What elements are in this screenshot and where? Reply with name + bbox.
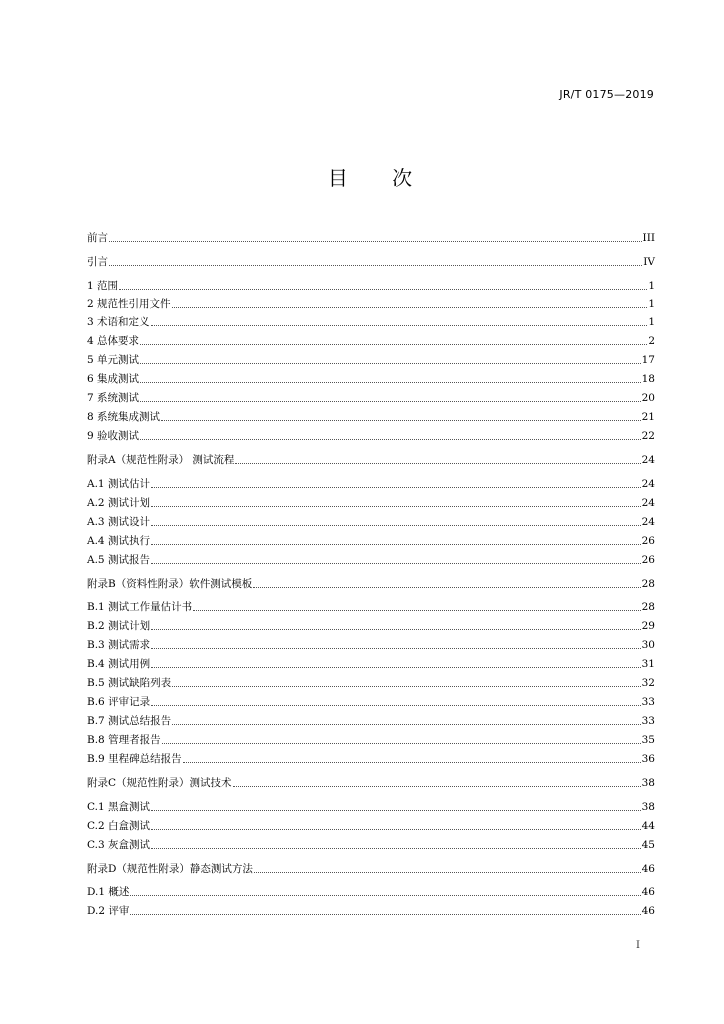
toc-entry-label: 1 范围 (87, 280, 119, 292)
toc-entry-label: 2 规范性引用文件 (87, 298, 171, 310)
toc-entry-page: IV (643, 256, 655, 268)
toc-entry-page: 31 (641, 658, 655, 670)
toc-leader-dots (254, 872, 641, 873)
toc-leader-dots (140, 344, 647, 345)
toc-entry-page: 24 (641, 454, 655, 466)
toc-entry-label: 7 系统测试 (87, 392, 140, 404)
toc-entry-page: 21 (641, 411, 655, 423)
toc-leader-dots (151, 506, 641, 507)
toc-entry-label: 3 术语和定义 (87, 316, 150, 328)
toc-entry-label: A.2 测试计划 (87, 497, 150, 509)
toc-leader-dots (172, 307, 648, 308)
toc-leader-dots (233, 786, 641, 787)
toc-entry-label: B.7 测试总结报告 (87, 715, 172, 727)
toc-entry[interactable] (87, 838, 655, 852)
toc-entry-page: 44 (641, 820, 655, 832)
toc-leader-dots (172, 724, 641, 725)
toc-entry[interactable] (87, 410, 655, 424)
toc-entry[interactable] (87, 752, 655, 766)
toc-entry[interactable] (87, 862, 655, 876)
toc-entry-label: C.3 灰盒测试 (87, 839, 151, 851)
toc-entry-label: B.1 测试工作量估计书 (87, 601, 193, 613)
toc-leader-dots (151, 487, 641, 488)
toc-entry[interactable] (87, 477, 655, 491)
toc-entry-page: III (642, 232, 655, 244)
toc-entry-page: 1 (648, 298, 655, 310)
toc-entry[interactable] (87, 534, 655, 548)
toc-entry[interactable] (87, 279, 655, 293)
toc-leader-dots (109, 241, 642, 242)
toc-entry-page: 46 (641, 886, 655, 898)
toc-entry-label: C.1 黑盒测试 (87, 801, 151, 813)
toc-entry-page: 18 (641, 373, 655, 385)
toc-entry-label: 前言 (87, 232, 108, 244)
toc-entry-page: 33 (641, 696, 655, 708)
toc-entry[interactable] (87, 391, 655, 405)
toc-entry-page: 24 (641, 478, 655, 490)
toc-entry-label: A.3 测试设计 (87, 516, 150, 528)
toc-entry-label: D.2 评审 (87, 905, 130, 917)
toc-leader-dots (151, 648, 641, 649)
toc-leader-dots (235, 463, 640, 464)
toc-entry-label: A.1 测试估计 (87, 478, 150, 490)
toc-leader-dots (193, 610, 641, 611)
toc-entry-label: C.2 白盒测试 (87, 820, 151, 832)
toc-leader-dots (130, 914, 640, 915)
toc-entry-page: 30 (641, 639, 655, 651)
toc-entry-page: 28 (641, 578, 655, 590)
toc-entry-label: B.3 测试需求 (87, 639, 151, 651)
toc-leader-dots (162, 743, 641, 744)
toc-entry[interactable] (87, 695, 655, 709)
toc-entry-page: 32 (641, 677, 655, 689)
toc-entry[interactable] (87, 255, 655, 269)
toc-entry-label: B.6 评审记录 (87, 696, 151, 708)
toc-entry-label: 附录B（资料性附录）软件测试模板 (87, 578, 253, 590)
toc-leader-dots (151, 848, 641, 849)
toc-entry[interactable] (87, 353, 655, 367)
toc-entry-page: 17 (641, 354, 655, 366)
toc-entry-label: 引言 (87, 256, 108, 268)
toc-entry-label: B.5 测试缺陷列表 (87, 677, 172, 689)
toc-entry-page: 36 (641, 753, 655, 765)
toc-entry-page: 29 (641, 620, 655, 632)
toc-entry[interactable] (87, 676, 655, 690)
toc-entry-label: A.4 测试执行 (87, 535, 150, 547)
toc-entry[interactable] (87, 657, 655, 671)
toc-entry-page: 2 (648, 335, 655, 347)
toc-entry-label: D.1 概述 (87, 886, 130, 898)
toc-entry-label: B.2 测试计划 (87, 620, 151, 632)
title-char-1: 目 (327, 166, 348, 190)
toc-entry-page: 26 (641, 554, 655, 566)
toc-entry[interactable] (87, 714, 655, 728)
toc-entry[interactable] (87, 600, 655, 614)
toc-entry[interactable] (87, 619, 655, 633)
toc-entry[interactable] (87, 776, 655, 790)
toc-entry[interactable] (87, 638, 655, 652)
toc-entry-page: 24 (641, 497, 655, 509)
toc-entry-page: 1 (648, 316, 655, 328)
toc-entry-label: 5 单元测试 (87, 354, 140, 366)
title-char-2: 次 (392, 166, 413, 190)
toc-entry-label: 9 验收测试 (87, 430, 140, 442)
toc-leader-dots (151, 563, 641, 564)
toc-entry-page: 46 (641, 905, 655, 917)
toc-leader-dots (140, 382, 641, 383)
toc-entry-label: 附录D（规范性附录）静态测试方法 (87, 863, 253, 875)
toc-leader-dots (151, 829, 641, 830)
toc-entry-label: B.4 测试用例 (87, 658, 151, 670)
toc-entry[interactable] (87, 496, 655, 510)
toc-entry-label: 6 集成测试 (87, 373, 140, 385)
toc-leader-dots (161, 420, 641, 421)
toc-entry[interactable] (87, 553, 655, 567)
toc-entry[interactable] (87, 800, 655, 814)
toc-entry[interactable] (87, 315, 655, 329)
toc-entry-label: 4 总体要求 (87, 335, 140, 347)
toc-leader-dots (140, 363, 641, 364)
toc-entry-label: 附录C（规范性附录）测试技术 (87, 777, 232, 789)
toc-leader-dots (172, 686, 641, 687)
toc-entry-page: 38 (641, 801, 655, 813)
toc-entry[interactable] (87, 885, 655, 899)
toc-leader-dots (140, 401, 641, 402)
toc-entry[interactable] (87, 733, 655, 747)
toc-entry[interactable] (87, 429, 655, 443)
toc-entry-page: 22 (641, 430, 655, 442)
toc-leader-dots (253, 587, 640, 588)
toc-entry[interactable] (87, 334, 655, 348)
toc-entry[interactable] (87, 904, 655, 918)
toc-leader-dots (151, 705, 641, 706)
toc-entry[interactable] (87, 372, 655, 386)
toc-entry-label: 附录A（规范性附录） 测试流程 (87, 454, 235, 466)
toc-entry-page: 38 (641, 777, 655, 789)
toc-entry-label: B.9 里程碑总结报告 (87, 753, 182, 765)
toc-leader-dots (183, 762, 641, 763)
toc-leader-dots (151, 525, 641, 526)
toc-entry-page: 24 (641, 516, 655, 528)
toc-leader-dots (130, 895, 640, 896)
standard-code: JR/T 0175—2019 (559, 88, 654, 101)
toc-leader-dots (151, 325, 648, 326)
page-number: I (636, 940, 640, 951)
toc-entry[interactable] (87, 577, 655, 591)
toc-leader-dots (151, 544, 641, 545)
toc-entry-label: A.5 测试报告 (87, 554, 150, 566)
toc-entry-page: 1 (648, 280, 655, 292)
toc-entry-page: 35 (641, 734, 655, 746)
toc-leader-dots (151, 629, 641, 630)
toc-leader-dots (109, 265, 642, 266)
toc-entry-page: 33 (641, 715, 655, 727)
toc-leader-dots (140, 439, 641, 440)
toc-entry-page: 20 (641, 392, 655, 404)
toc-entry[interactable] (87, 453, 655, 467)
toc-leader-dots (151, 810, 641, 811)
toc-entry[interactable] (87, 231, 655, 245)
toc-entry-page: 45 (641, 839, 655, 851)
toc-leader-dots (119, 289, 647, 290)
toc-entry-page: 46 (641, 863, 655, 875)
toc-entry-page: 26 (641, 535, 655, 547)
toc-entry[interactable] (87, 819, 655, 833)
toc-entry[interactable] (87, 297, 655, 311)
toc-entry-label: B.8 管理者报告 (87, 734, 161, 746)
toc-leader-dots (151, 667, 641, 668)
toc-entry-label: 8 系统集成测试 (87, 411, 161, 423)
toc-entry[interactable] (87, 515, 655, 529)
toc-entry-page: 28 (641, 601, 655, 613)
